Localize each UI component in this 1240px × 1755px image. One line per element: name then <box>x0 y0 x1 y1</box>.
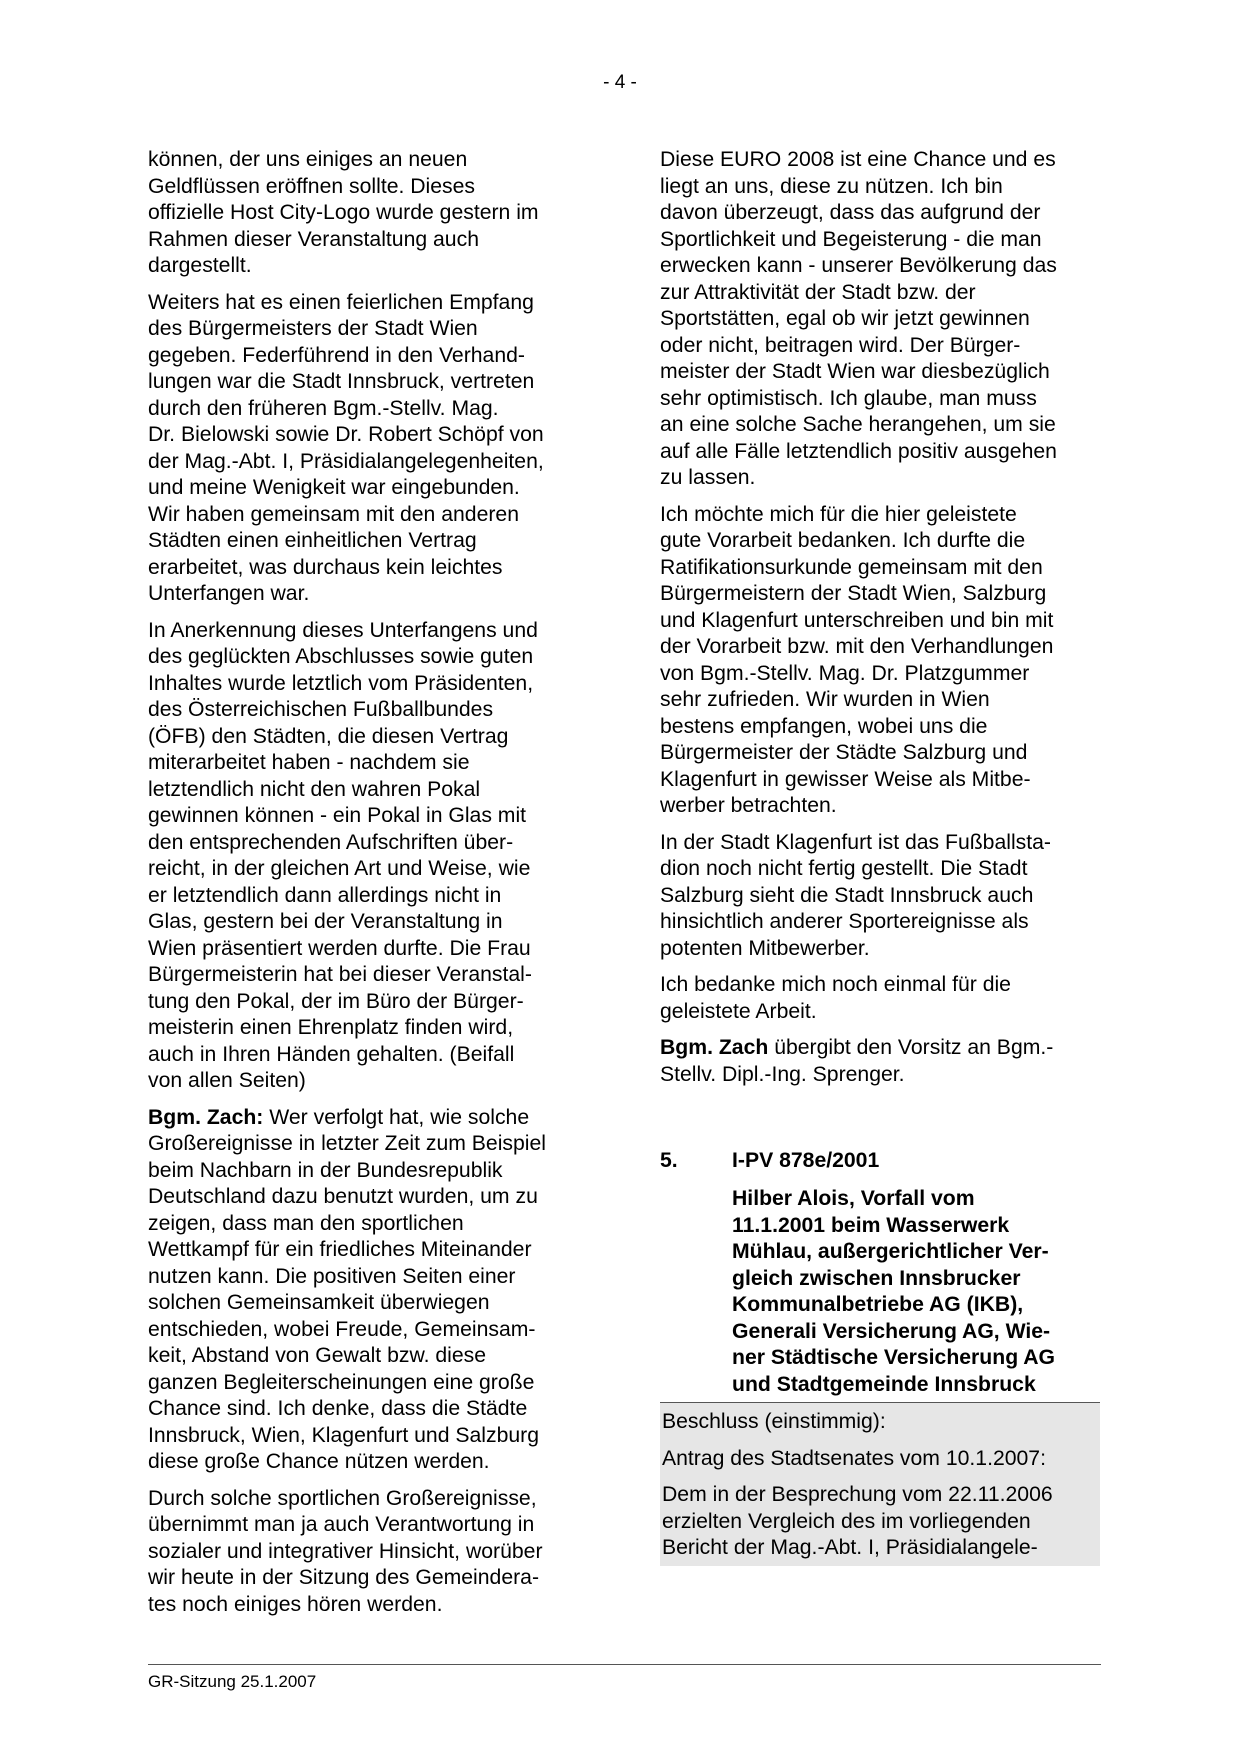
text-line: auch in Ihren Händen gehalten. (Beifall <box>148 1042 515 1066</box>
text-line: (ÖFB) den Städten, die diesen Vertrag <box>148 724 509 748</box>
text-line: Durch solche sportlichen Großereignisse, <box>148 1486 537 1510</box>
paragraph <box>148 618 588 1095</box>
text-fragment: übergibt den Vorsitz an Bgm.- <box>768 1036 1054 1059</box>
text-line: Sportstätten, egal ob wir jetzt gewinnen <box>660 307 1030 330</box>
text-line: diese große Chance nützen werden. <box>148 1450 490 1473</box>
text-line: erzielten Vergleich des im vorliegenden <box>662 1509 1031 1533</box>
text-line: In Anerkennung dieses Unterfangens und <box>148 618 538 642</box>
text-line: lungen war die Stadt Innsbruck, vertreten <box>148 370 535 393</box>
text-line: 11.1.2001 beim Wasserwerk <box>732 1213 1010 1237</box>
text-line: dion noch nicht fertig gestellt. Die Stadt <box>660 857 1028 880</box>
text-line: bestens empfangen, wobei uns die <box>660 714 988 738</box>
text-line: von allen Seiten) <box>148 1069 306 1092</box>
text-line: Mühlau, außergerichtlicher Ver- <box>732 1240 1049 1263</box>
text-line: und meine Wenigkeit war eingebunden. <box>148 476 520 499</box>
paragraph <box>660 972 1100 1025</box>
text-line: miterarbeitet haben - nachdem sie <box>148 751 470 774</box>
text-line: gute Vorarbeit bedanken. Ich durfte die <box>660 529 1026 552</box>
text-line: liegt an uns, diese zu nützen. Ich bin <box>660 174 1003 198</box>
text-line: den entsprechenden Aufschriften über- <box>148 830 514 854</box>
text-fragment: Wer verfolgt hat, wie solche <box>263 1105 530 1129</box>
text-line: der Vorarbeit bzw. mit den Verhandlungen <box>660 635 1054 658</box>
text-line: hinsichtlich anderer Sportereignisse als <box>660 910 1029 933</box>
text-line: Diese EURO 2008 ist eine Chance und es <box>660 148 1056 171</box>
text-line: meister der Stadt Wien war diesbezüglich <box>660 360 1050 383</box>
text-line: Ratifikationsurkunde gemeinsam mit den <box>660 555 1043 579</box>
text-line: Städten einen einheitlichen Vertrag <box>148 529 477 552</box>
left-column <box>148 147 588 1628</box>
text-line: sozialer und integrativer Hinsicht, worüber <box>148 1539 543 1563</box>
text-line: von Bgm.-Stellv. Mag. Dr. Platzgummer <box>660 661 1030 685</box>
text-line: geleistete Arbeit. <box>660 999 817 1023</box>
text-line: keit, Abstand von Gewalt bzw. diese <box>148 1344 487 1367</box>
text-line: Sportlichkeit und Begeisterung - die man <box>660 227 1042 251</box>
text-line: gewinnen können - ein Pokal in Glas mit <box>148 804 527 827</box>
text-line: Wettkampf für ein friedliches Miteinander <box>148 1238 532 1261</box>
paragraph-lines <box>148 1131 588 1476</box>
text-line: Stellv. Dipl.-Ing. Sprenger. <box>660 1062 905 1086</box>
text-line: beim Nachbarn in der Bundesrepublik <box>148 1158 503 1182</box>
text-line: ner Städtische Versicherung AG <box>732 1346 1056 1369</box>
footer-session: GR-Sitzung 25.1.2007 <box>148 1672 317 1691</box>
text-line: durch den früheren Bgm.-Stellv. Mag. <box>148 396 499 420</box>
footer-divider <box>148 1664 1101 1665</box>
text-line: Dem in der Besprechung vom 22.11.2006 <box>662 1483 1053 1506</box>
paragraph <box>148 290 588 608</box>
text-line: Generali Versicherung AG, Wie- <box>732 1319 1051 1343</box>
text-line: nutzen kann. Die positiven Seiten einer <box>148 1264 516 1288</box>
paragraph <box>660 147 1100 492</box>
text-line: zur Attraktivität der Stadt bzw. der <box>660 280 976 304</box>
text-line: Wien präsentiert werden durfte. Die Frau <box>148 936 531 960</box>
text-line: können, der uns einiges an neuen <box>148 148 468 171</box>
text-line: Rahmen dieser Veranstaltung auch <box>148 227 479 251</box>
paragraph <box>660 502 1100 820</box>
text-line: wir heute in der Sitzung des Gemeindera- <box>148 1566 539 1589</box>
text-line: reicht, in der gleichen Art und Weise, wie <box>148 857 531 880</box>
agenda-item-title <box>732 1186 1100 1398</box>
agenda-item-header <box>660 1148 1100 1176</box>
text-line: des Österreichischen Fußballbundes <box>148 698 494 721</box>
text-line: entschieden, wobei Freude, Gemeinsam- <box>148 1317 536 1341</box>
text-line: Wir haben gemeinsam mit den anderen <box>148 502 519 526</box>
text-line: auf alle Fälle letztendlich positiv ausgehen <box>660 439 1057 463</box>
text-line: und Stadtgemeinde Innsbruck <box>732 1372 1036 1396</box>
text-line: tes noch einiges hören werden. <box>148 1592 443 1616</box>
resolution-box <box>660 1402 1100 1566</box>
text-line: Geldflüssen eröffnen sollte. Dieses <box>148 174 476 198</box>
page-number: - 4 - <box>603 72 637 93</box>
text-line: und Klagenfurt unterschreiben und bin mit <box>660 608 1054 632</box>
text-line: Klagenfurt in gewisser Weise als Mitbe- <box>660 767 1031 791</box>
text-line <box>148 1105 588 1132</box>
text-line: sehr optimistisch. Ich glaube, man muss <box>660 386 1037 410</box>
text-line: Glas, gestern bei der Veranstaltung in <box>148 910 503 933</box>
text-line: er letztendlich dann allerdings nicht in <box>148 883 502 907</box>
text-line: zu lassen. <box>660 466 756 489</box>
resolution-text <box>662 1476 1096 1566</box>
speaker-paragraph <box>148 1105 588 1476</box>
text-line: dargestellt. <box>148 254 252 277</box>
paragraph <box>660 830 1100 963</box>
text-line: Kommunalbetriebe AG (IKB), <box>732 1293 1024 1316</box>
text-line: gegeben. Federführend in den Verhand- <box>148 343 525 367</box>
agenda-item-id: I-PV 878e/2001 <box>732 1149 880 1172</box>
text-line: Dr. Bielowski sowie Dr. Robert Schöpf von <box>148 423 544 446</box>
motion-label: Antrag des Stadtsenates vom 10.1.2007: <box>662 1446 1046 1470</box>
text-line: potenten Mitbewerber. <box>660 936 870 960</box>
paragraph <box>148 147 588 280</box>
text-line: zeigen, dass man den sportlichen <box>148 1211 464 1235</box>
agenda-item-number: 5. <box>660 1149 678 1172</box>
speaker-name: Bgm. Zach <box>660 1036 769 1059</box>
text-line: erarbeitet, was durchaus kein leichtes <box>148 555 503 579</box>
text-line: an eine solche Sache herangehen, um sie <box>660 413 1056 436</box>
text-line: Bürgermeisterin hat bei dieser Veranstal- <box>148 963 532 986</box>
text-line: Bürgermeistern der Stadt Wien, Salzburg <box>660 582 1047 605</box>
text-line <box>660 1035 1100 1062</box>
text-line: In der Stadt Klagenfurt ist das Fußballsta- <box>660 830 1051 854</box>
text-line: Deutschland dazu benutzt wurden, um zu <box>148 1185 538 1208</box>
text-line: solchen Gemeinsamkeit überwiegen <box>148 1291 490 1314</box>
paragraph <box>148 1486 588 1619</box>
text-line: davon überzeugt, dass das aufgrund der <box>660 201 1041 224</box>
text-line: letztendlich nicht den wahren Pokal <box>148 777 481 801</box>
text-line: ganzen Begleiterscheinungen eine große <box>148 1370 535 1394</box>
text-line: erwecken kann - unserer Bevölkerung das <box>660 254 1057 277</box>
text-line: Bürgermeister der Städte Salzburg und <box>660 741 1028 764</box>
text-line: Ich möchte mich für die hier geleistete <box>660 502 1017 526</box>
text-line: offizielle Host City-Logo wurde gestern im <box>148 201 539 224</box>
text-line: des geglückten Abschlusses sowie guten <box>148 645 534 668</box>
text-line: des Bürgermeisters der Stadt Wien <box>148 317 478 340</box>
text-line: Chance sind. Ich denke, dass die Städte <box>148 1397 528 1420</box>
text-line: Großereignisse in letzter Zeit zum Beispiel <box>148 1132 547 1155</box>
resolution-label: Beschluss (einstimmig): <box>662 1410 886 1433</box>
text-line: meisterin einen Ehrenplatz finden wird, <box>148 1016 514 1039</box>
right-column <box>660 147 1100 1566</box>
text-line: Inhaltes wurde letztlich vom Präsidenten, <box>148 671 534 695</box>
speaker-name: Bgm. Zach: <box>148 1105 264 1129</box>
text-line: der Mag.-Abt. I, Präsidialangelegenheiten, <box>148 449 544 473</box>
text-line: Salzburg sieht die Stadt Innsbruck auch <box>660 883 1034 907</box>
text-line: Hilber Alois, Vorfall vom <box>732 1187 975 1210</box>
text-line: sehr zufrieden. Wir wurden in Wien <box>660 688 990 711</box>
text-line: übernimmt man ja auch Verantwortung in <box>148 1513 535 1536</box>
text-line: Weiters hat es einen feierlichen Empfang <box>148 290 534 314</box>
text-line: Ich bedanke mich noch einmal für die <box>660 973 1011 996</box>
text-line: Unterfangen war. <box>148 582 310 605</box>
text-line: Bericht der Mag.-Abt. I, Präsidialangele- <box>662 1536 1038 1559</box>
chair-handover <box>660 1035 1100 1088</box>
text-line: werber betrachten. <box>660 794 837 817</box>
text-line: gleich zwischen Innsbrucker <box>732 1266 1021 1290</box>
text-line: oder nicht, beitragen wird. Der Bürger- <box>660 333 1021 357</box>
text-line: Innsbruck, Wien, Klagenfurt und Salzburg <box>148 1423 540 1447</box>
text-line: tung den Pokal, der im Büro der Bürger- <box>148 989 524 1013</box>
